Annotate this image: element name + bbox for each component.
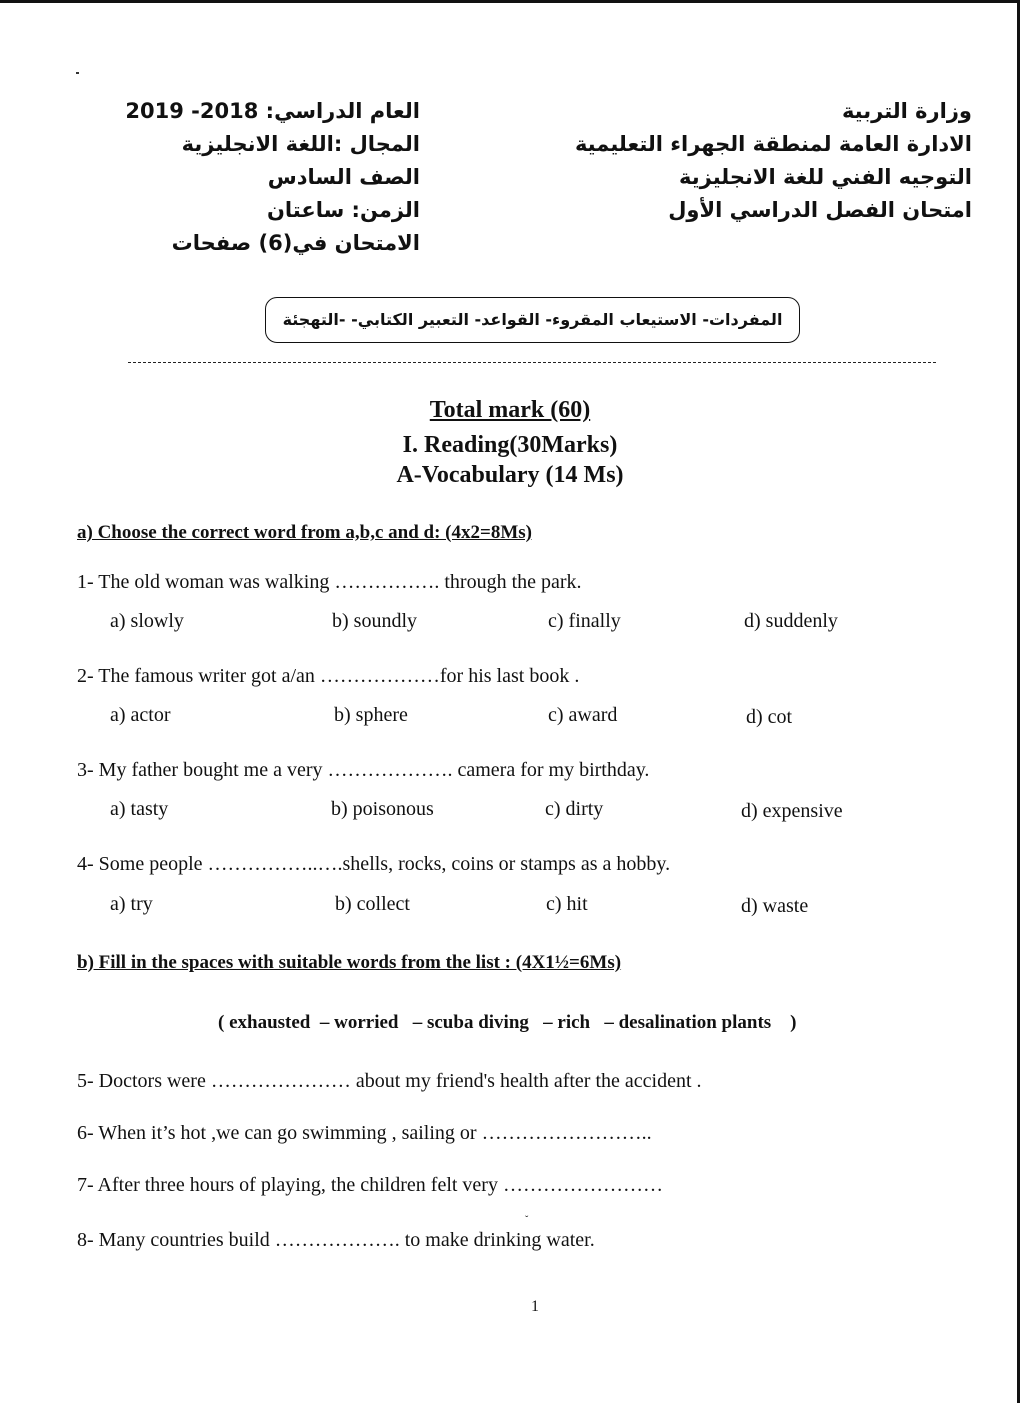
vocabulary-title: A-Vocabulary (14 Ms) — [396, 462, 624, 488]
q2-option-a: a) actor — [110, 704, 171, 726]
ministry: وزارة التربية — [841, 99, 972, 123]
scan-mark: ˇ — [525, 1215, 529, 1226]
page-count: الامتحان في(6) صفحات — [171, 231, 420, 255]
q2-option-b: b) sphere — [334, 704, 408, 726]
topics-box: المفردات- الاستيعاب المقروء- القواعد- التعبير الكتابي- -التهجئة — [265, 297, 800, 343]
word-list: ( exhausted – worried – scuba diving – rich – desalination plants ) — [218, 1012, 797, 1033]
supervision: التوجيه الفني للغة الانجليزية — [679, 165, 972, 189]
q3-option-d: d) expensive — [741, 800, 843, 822]
question-8: 8- Many countries build ………………. to make drinking water. — [77, 1229, 595, 1251]
section-a-heading: a) Choose the correct word from a,b,c and d: (4x2=8Ms) — [77, 522, 532, 543]
q4-option-b: b) collect — [335, 893, 410, 915]
q4-option-c: c) hit — [546, 893, 588, 915]
scan-edge-top — [0, 0, 1020, 3]
total-mark-title: Total mark (60) — [429, 397, 591, 423]
page-number: 1 — [531, 1298, 539, 1315]
q1-option-b: b) soundly — [332, 610, 417, 632]
header-left — [125, 95, 420, 260]
question-4: 4- Some people ……………..….shells, rocks, coins or stamps as a hobby. — [77, 853, 671, 875]
q2-option-c: c) award — [548, 704, 618, 726]
reading-title: I. Reading(30Marks) — [402, 432, 618, 458]
q1-option-c: c) finally — [548, 610, 621, 632]
question-6: 6- When it’s hot ,we can go swimming , sailing or …………………….. — [77, 1122, 652, 1144]
subject: المجال :اللغة الانجليزية — [181, 132, 420, 156]
q2-option-d: d) cot — [746, 706, 793, 728]
q3-option-c: c) dirty — [545, 798, 604, 820]
question-2: 2- The famous writer got a/an ………………for his last book . — [77, 665, 580, 687]
q3-option-b: b) poisonous — [331, 798, 434, 820]
q4-option-d: d) waste — [741, 895, 809, 917]
section-b-heading: b) Fill in the spaces with suitable words from the list : (4X1½=6Ms) — [77, 952, 622, 973]
header-right — [574, 95, 972, 227]
question-3: 3- My father bought me a very ………………. camera for my birthday. — [77, 759, 650, 781]
question-1: 1- The old woman was walking ……………. through the park. — [77, 571, 582, 593]
question-5: 5- Doctors were ………………… about my friend's health after the accident . — [77, 1070, 702, 1092]
dashed-divider — [128, 362, 936, 363]
directorate: الادارة العامة لمنطقة الجهراء التعليمية — [574, 132, 972, 156]
q3-option-a: a) tasty — [110, 798, 169, 820]
academic-year: العام الدراسي: 2018- 2019 — [125, 99, 420, 123]
grade: الصف السادس — [267, 165, 420, 189]
duration: الزمن: ساعتان — [266, 198, 420, 222]
q4-option-a: a) try — [110, 893, 153, 915]
question-7: 7- After three hours of playing, the children felt very …………………… — [77, 1174, 663, 1196]
q1-option-a: a) slowly — [110, 610, 184, 632]
q1-option-d: d) suddenly — [744, 610, 838, 632]
exam-name: امتحان الفصل الدراسي الأول — [668, 198, 972, 222]
scan-speck — [76, 72, 79, 74]
